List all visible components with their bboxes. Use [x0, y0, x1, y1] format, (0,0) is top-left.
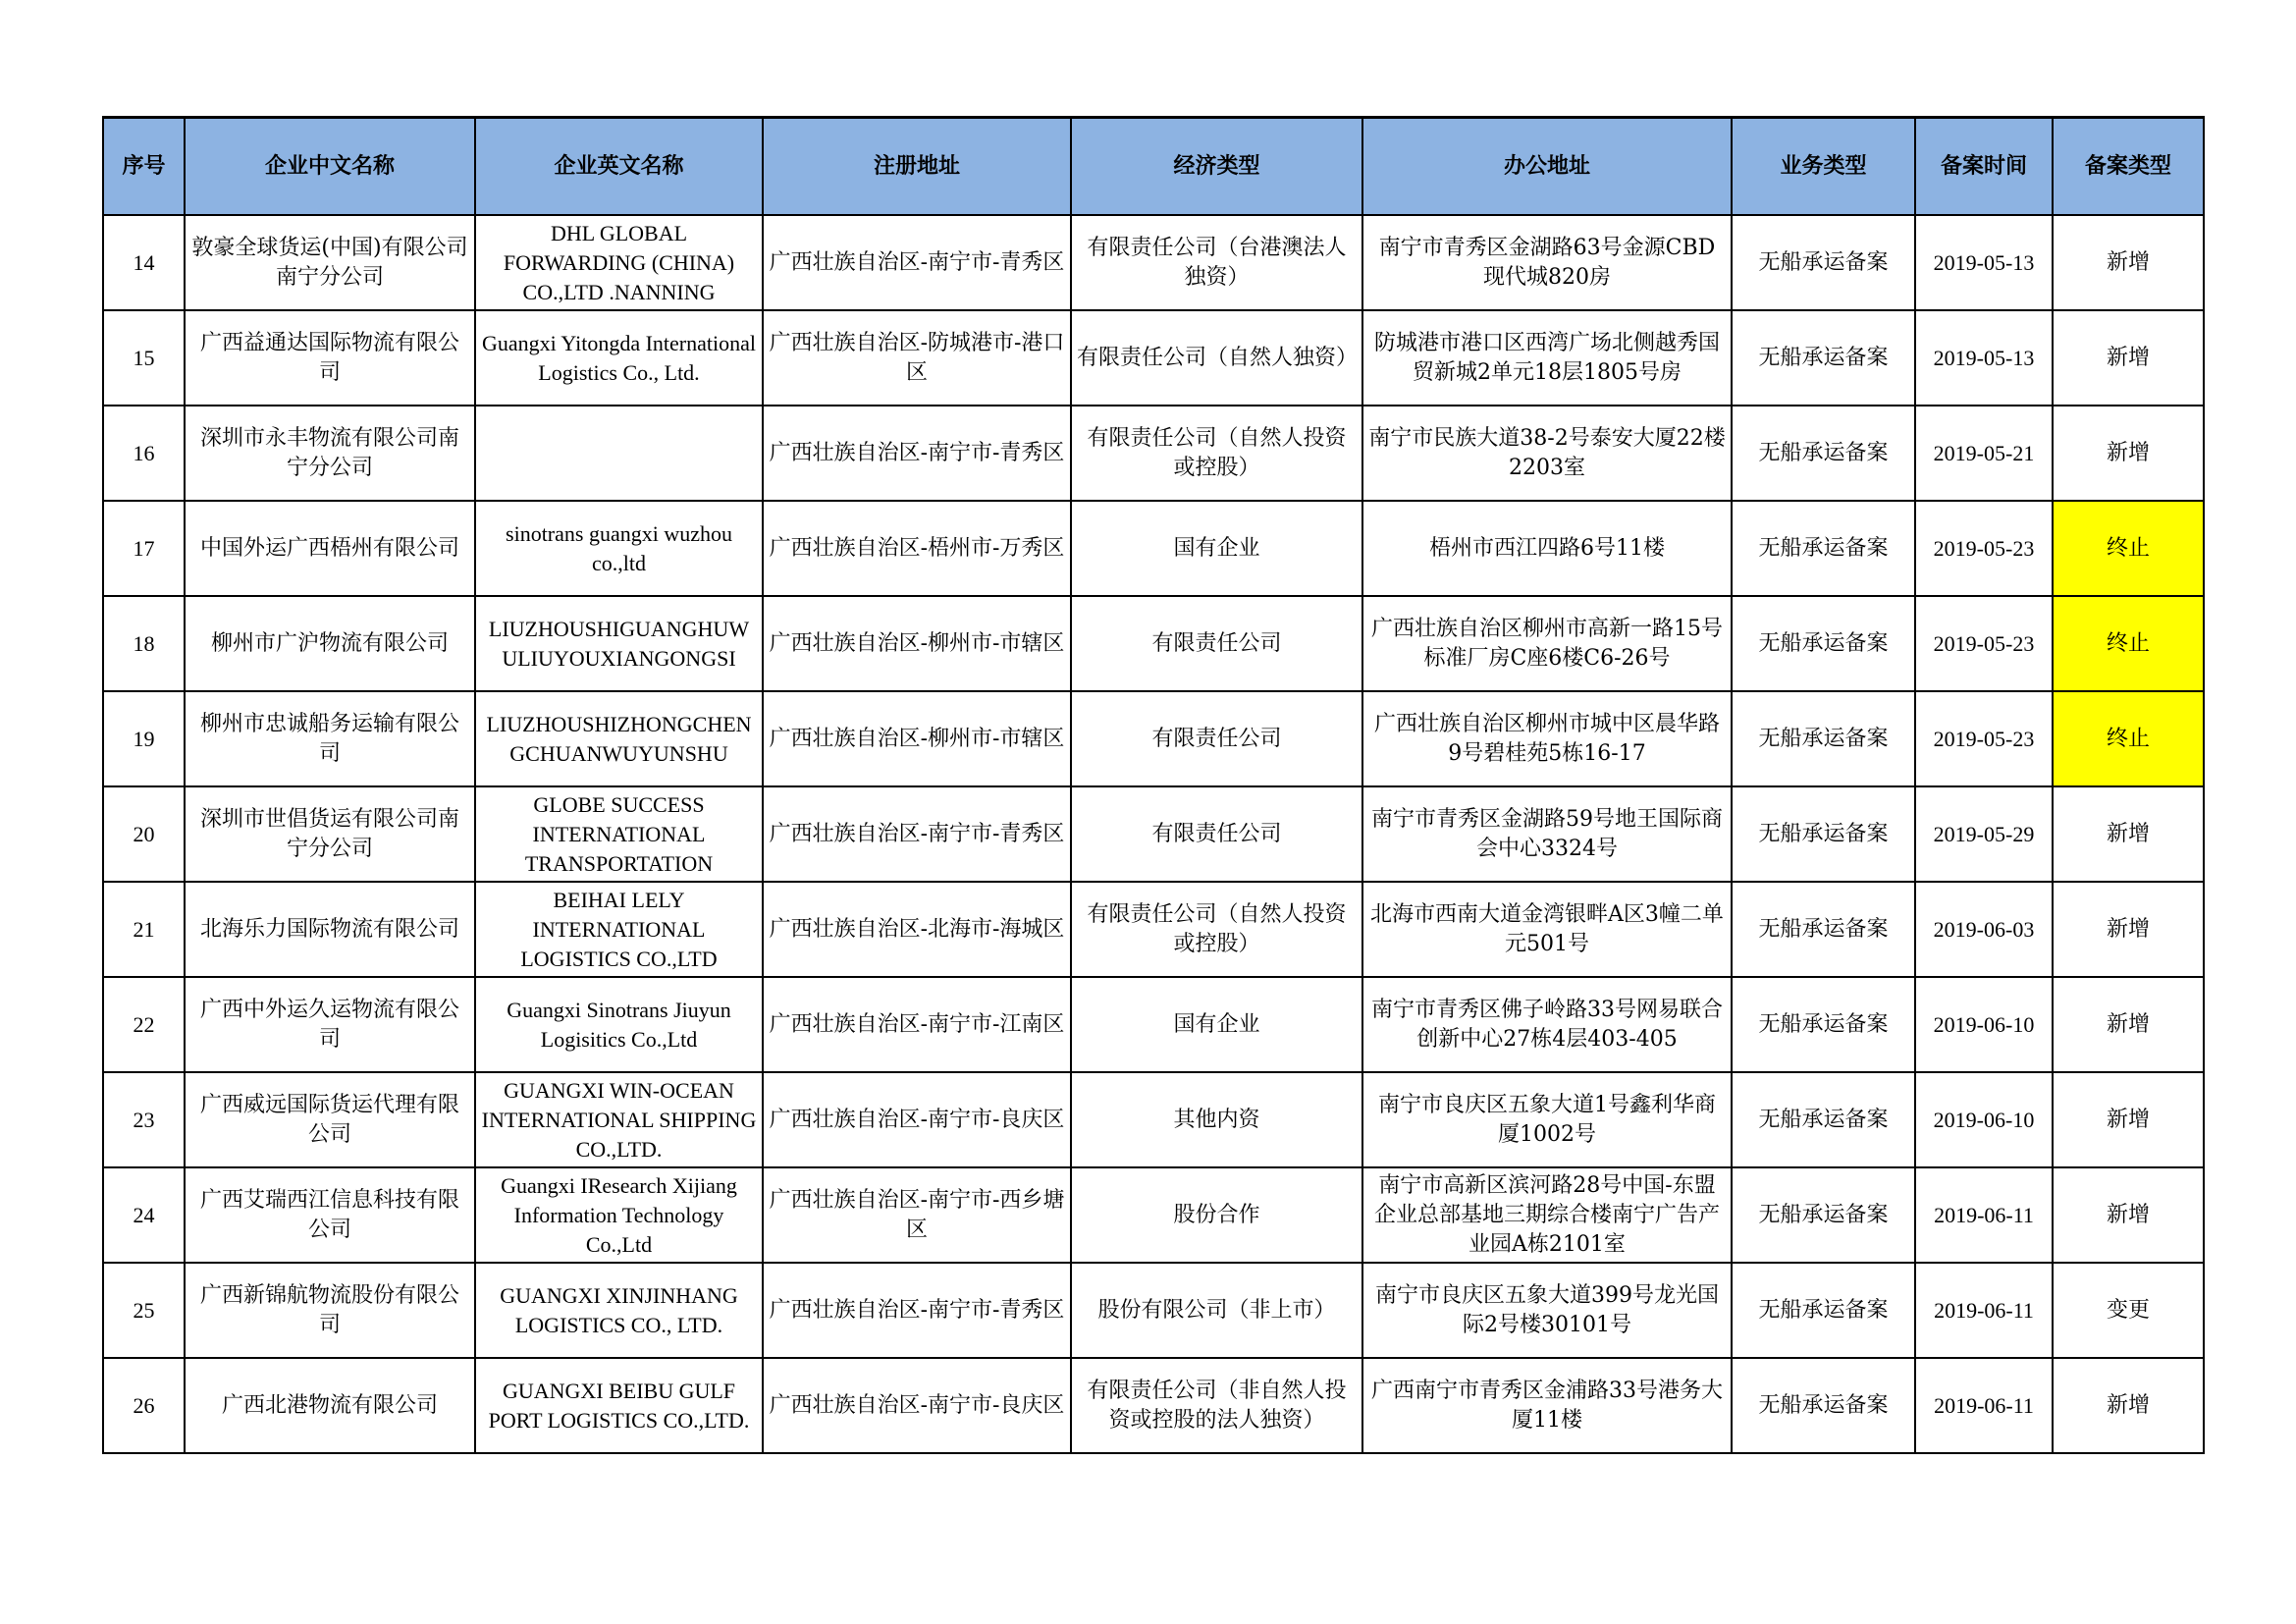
cell-filing-date: 2019-06-11 [1915, 1358, 2053, 1453]
cell-en-name: Guangxi Sinotrans Jiuyun Logisitics Co.,Ltd [475, 977, 763, 1072]
cell-reg-address: 广西壮族自治区-南宁市-青秀区 [763, 406, 1071, 501]
cell-filing-type: 新增 [2053, 310, 2204, 406]
cell-cn-name: 中国外运广西梧州有限公司 [185, 501, 475, 596]
cell-business-type: 无船承运备案 [1732, 1167, 1915, 1263]
cell-filing-type: 新增 [2053, 406, 2204, 501]
cell-economic-type: 有限责任公司 [1071, 786, 1362, 882]
cell-en-name: LIUZHOUSHIGUANGHUWULIUYOUXIANGONGSI [475, 596, 763, 691]
cell-cn-name: 广西益通达国际物流有限公司 [185, 310, 475, 406]
header-business-type: 业务类型 [1732, 118, 1915, 216]
cell-office-address: 南宁市良庆区五象大道399号龙光国际2号楼30101号 [1362, 1263, 1732, 1358]
cell-filing-type: 新增 [2053, 215, 2204, 310]
cell-reg-address: 广西壮族自治区-南宁市-青秀区 [763, 1263, 1071, 1358]
cell-filing-type: 终止 [2053, 691, 2204, 786]
cell-serial-no: 25 [103, 1263, 185, 1358]
cell-filing-date: 2019-06-11 [1915, 1263, 2053, 1358]
cell-cn-name: 广西新锦航物流股份有限公司 [185, 1263, 475, 1358]
cell-serial-no: 26 [103, 1358, 185, 1453]
cell-reg-address: 广西壮族自治区-防城港市-港口区 [763, 310, 1071, 406]
cell-en-name: Guangxi IResearch Xijiang Information Technology Co.,Ltd [475, 1167, 763, 1263]
cell-cn-name: 北海乐力国际物流有限公司 [185, 882, 475, 977]
table-row [103, 1358, 2204, 1453]
table-row [103, 977, 2204, 1072]
header-row [103, 118, 2204, 216]
table-row [103, 1072, 2204, 1167]
cell-business-type: 无船承运备案 [1732, 691, 1915, 786]
table-row [103, 1263, 2204, 1358]
cell-business-type: 无船承运备案 [1732, 310, 1915, 406]
cell-office-address: 梧州市西江四路6号11楼 [1362, 501, 1732, 596]
cell-filing-type: 新增 [2053, 1167, 2204, 1263]
table-row [103, 215, 2204, 310]
cell-business-type: 无船承运备案 [1732, 406, 1915, 501]
cell-reg-address: 广西壮族自治区-南宁市-良庆区 [763, 1072, 1071, 1167]
cell-serial-no: 17 [103, 501, 185, 596]
header-filing-date: 备案时间 [1915, 118, 2053, 216]
cell-economic-type: 有限责任公司（自然人独资） [1071, 310, 1362, 406]
table-row [103, 406, 2204, 501]
cell-economic-type: 有限责任公司 [1071, 691, 1362, 786]
cell-filing-type: 新增 [2053, 1358, 2204, 1453]
cell-cn-name: 广西艾瑞西江信息科技有限公司 [185, 1167, 475, 1263]
cell-en-name: GUANGXI BEIBU GULF PORT LOGISTICS CO.,LTD. [475, 1358, 763, 1453]
cell-business-type: 无船承运备案 [1732, 1358, 1915, 1453]
cell-economic-type: 国有企业 [1071, 501, 1362, 596]
table-row [103, 882, 2204, 977]
cell-serial-no: 16 [103, 406, 185, 501]
cell-en-name: BEIHAI LELY INTERNATIONAL LOGISTICS CO.,LTD [475, 882, 763, 977]
cell-filing-type: 终止 [2053, 501, 2204, 596]
cell-economic-type: 有限责任公司（非自然人投资或控股的法人独资） [1071, 1358, 1362, 1453]
cell-economic-type: 股份合作 [1071, 1167, 1362, 1263]
cell-filing-type: 新增 [2053, 786, 2204, 882]
cell-reg-address: 广西壮族自治区-梧州市-万秀区 [763, 501, 1071, 596]
cell-serial-no: 19 [103, 691, 185, 786]
cell-economic-type: 国有企业 [1071, 977, 1362, 1072]
cell-serial-no: 15 [103, 310, 185, 406]
cell-filing-type: 新增 [2053, 1072, 2204, 1167]
cell-en-name: GUANGXI XINJINHANG LOGISTICS CO., LTD. [475, 1263, 763, 1358]
cell-serial-no: 21 [103, 882, 185, 977]
cell-economic-type: 有限责任公司 [1071, 596, 1362, 691]
cell-business-type: 无船承运备案 [1732, 882, 1915, 977]
cell-en-name: LIUZHOUSHIZHONGCHENGCHUANWUYUNSHU [475, 691, 763, 786]
cell-filing-date: 2019-06-10 [1915, 1072, 2053, 1167]
cell-filing-date: 2019-05-29 [1915, 786, 2053, 882]
cell-reg-address: 广西壮族自治区-南宁市-青秀区 [763, 215, 1071, 310]
cell-office-address: 南宁市青秀区金湖路63号金源CBD现代城820房 [1362, 215, 1732, 310]
cell-cn-name: 广西中外运久运物流有限公司 [185, 977, 475, 1072]
cell-en-name: GLOBE SUCCESS INTERNATIONAL TRANSPORTATION [475, 786, 763, 882]
cell-cn-name: 柳州市广沪物流有限公司 [185, 596, 475, 691]
cell-en-name: sinotrans guangxi wuzhou co.,ltd [475, 501, 763, 596]
cell-office-address: 广西壮族自治区柳州市城中区晨华路9号碧桂苑5栋16-17 [1362, 691, 1732, 786]
cell-economic-type: 有限责任公司（自然人投资或控股） [1071, 406, 1362, 501]
cell-en-name: DHL GLOBAL FORWARDING (CHINA) CO.,LTD .NANNING [475, 215, 763, 310]
cell-serial-no: 22 [103, 977, 185, 1072]
cell-office-address: 南宁市青秀区金湖路59号地王国际商会中心3324号 [1362, 786, 1732, 882]
cell-business-type: 无船承运备案 [1732, 1263, 1915, 1358]
cell-business-type: 无船承运备案 [1732, 1072, 1915, 1167]
cell-office-address: 南宁市良庆区五象大道1号鑫利华商厦1002号 [1362, 1072, 1732, 1167]
cell-economic-type: 股份有限公司（非上市） [1071, 1263, 1362, 1358]
cell-filing-date: 2019-05-23 [1915, 596, 2053, 691]
cell-cn-name: 广西北港物流有限公司 [185, 1358, 475, 1453]
cell-filing-date: 2019-05-21 [1915, 406, 2053, 501]
cell-filing-date: 2019-05-13 [1915, 215, 2053, 310]
cell-reg-address: 广西壮族自治区-南宁市-良庆区 [763, 1358, 1071, 1453]
cell-reg-address: 广西壮族自治区-南宁市-江南区 [763, 977, 1071, 1072]
cell-filing-date: 2019-06-11 [1915, 1167, 2053, 1263]
cell-business-type: 无船承运备案 [1732, 596, 1915, 691]
cell-office-address: 广西南宁市青秀区金浦路33号港务大厦11楼 [1362, 1358, 1732, 1453]
cell-reg-address: 广西壮族自治区-北海市-海城区 [763, 882, 1071, 977]
cell-office-address: 广西壮族自治区柳州市高新一路15号标准厂房C座6楼C6-26号 [1362, 596, 1732, 691]
cell-office-address: 南宁市民族大道38-2号泰安大厦22楼2203室 [1362, 406, 1732, 501]
cell-filing-date: 2019-05-13 [1915, 310, 2053, 406]
table-row [103, 310, 2204, 406]
table-row [103, 1167, 2204, 1263]
cell-filing-date: 2019-06-03 [1915, 882, 2053, 977]
cell-business-type: 无船承运备案 [1732, 786, 1915, 882]
cell-office-address: 北海市西南大道金湾银畔A区3幢二单元501号 [1362, 882, 1732, 977]
cell-office-address: 南宁市高新区滨河路28号中国-东盟企业总部基地三期综合楼南宁广告产业园A栋2101室 [1362, 1167, 1732, 1263]
cell-office-address: 南宁市青秀区佛子岭路33号网易联合创新中心27栋4层403-405 [1362, 977, 1732, 1072]
table-row [103, 501, 2204, 596]
cell-business-type: 无船承运备案 [1732, 215, 1915, 310]
cell-cn-name: 广西威远国际货运代理有限公司 [185, 1072, 475, 1167]
cell-filing-date: 2019-05-23 [1915, 501, 2053, 596]
cell-cn-name: 柳州市忠诚船务运输有限公司 [185, 691, 475, 786]
filing-table [102, 116, 2205, 1454]
cell-office-address: 防城港市港口区西湾广场北侧越秀国贸新城2单元18层1805号房 [1362, 310, 1732, 406]
cell-reg-address: 广西壮族自治区-南宁市-青秀区 [763, 786, 1071, 882]
header-en-name: 企业英文名称 [475, 118, 763, 216]
cell-en-name: Guangxi Yitongda International Logistics Co., Ltd. [475, 310, 763, 406]
cell-filing-date: 2019-05-23 [1915, 691, 2053, 786]
cell-business-type: 无船承运备案 [1732, 501, 1915, 596]
cell-filing-type: 新增 [2053, 882, 2204, 977]
table-row [103, 691, 2204, 786]
cell-serial-no: 20 [103, 786, 185, 882]
cell-cn-name: 深圳市永丰物流有限公司南宁分公司 [185, 406, 475, 501]
cell-economic-type: 有限责任公司（自然人投资或控股） [1071, 882, 1362, 977]
header-cn-name: 企业中文名称 [185, 118, 475, 216]
cell-serial-no: 23 [103, 1072, 185, 1167]
table-row [103, 786, 2204, 882]
cell-en-name [475, 406, 763, 501]
cell-reg-address: 广西壮族自治区-南宁市-西乡塘区 [763, 1167, 1071, 1263]
cell-cn-name: 敦豪全球货运(中国)有限公司南宁分公司 [185, 215, 475, 310]
cell-filing-date: 2019-06-10 [1915, 977, 2053, 1072]
cell-filing-type: 变更 [2053, 1263, 2204, 1358]
header-serial-no: 序号 [103, 118, 185, 216]
cell-serial-no: 24 [103, 1167, 185, 1263]
cell-serial-no: 18 [103, 596, 185, 691]
cell-economic-type: 有限责任公司（台港澳法人独资） [1071, 215, 1362, 310]
cell-filing-type: 终止 [2053, 596, 2204, 691]
header-filing-type: 备案类型 [2053, 118, 2204, 216]
cell-cn-name: 深圳市世倡货运有限公司南宁分公司 [185, 786, 475, 882]
header-office-address: 办公地址 [1362, 118, 1732, 216]
cell-economic-type: 其他内资 [1071, 1072, 1362, 1167]
cell-reg-address: 广西壮族自治区-柳州市-市辖区 [763, 596, 1071, 691]
header-reg-address: 注册地址 [763, 118, 1071, 216]
cell-business-type: 无船承运备案 [1732, 977, 1915, 1072]
cell-en-name: GUANGXI WIN-OCEAN INTERNATIONAL SHIPPING CO.,LTD. [475, 1072, 763, 1167]
table-row [103, 596, 2204, 691]
cell-serial-no: 14 [103, 215, 185, 310]
cell-filing-type: 新增 [2053, 977, 2204, 1072]
header-economic-type: 经济类型 [1071, 118, 1362, 216]
cell-reg-address: 广西壮族自治区-柳州市-市辖区 [763, 691, 1071, 786]
